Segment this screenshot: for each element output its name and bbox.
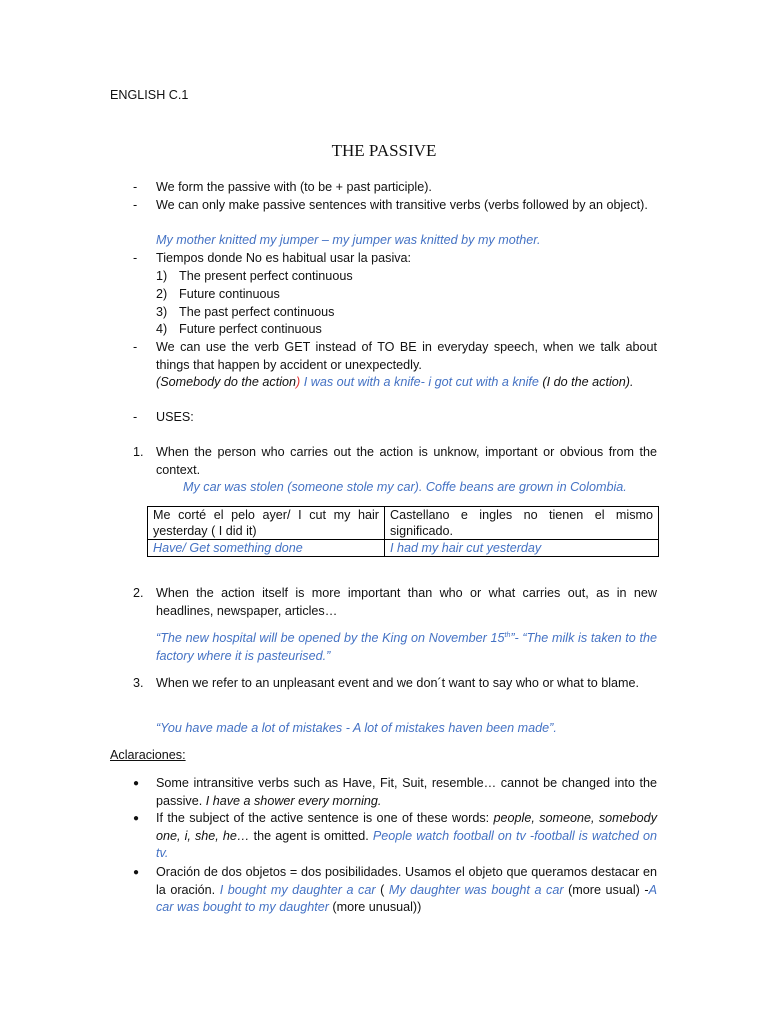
tense-number: 4) [156, 322, 168, 336]
note-text: ( [375, 882, 389, 897]
example-car-stolen: My car was stolen (someone stole my car). Coffe beans are grown in Colombia. [183, 480, 627, 494]
use-number: 2. [133, 586, 144, 600]
note-text: (more usual) - [563, 882, 649, 897]
note-example: People watch football on tv -football is watched on tv. [156, 828, 657, 861]
example-get-paren: ) [296, 375, 301, 389]
dash-marker: - [133, 410, 138, 424]
note-text: the agent is omitted. [249, 828, 373, 843]
note-two-objects [156, 864, 657, 917]
example-get-part: (I do the action). [538, 375, 634, 389]
example-get-sentence: I was out with a knife- i got cut with a knife [300, 375, 539, 389]
note-example: I have a shower every morning. [205, 793, 382, 808]
example-jumper: My mother knitted my jumper – my jumper was knitted by my mother. [156, 233, 541, 247]
table-cell: Me corté el pelo ayer/ I cut my hair yesterday ( I did it) [148, 507, 385, 540]
example-hospital-part: ”- “The milk is taken to the factory where it is pasteurised.” [156, 631, 657, 663]
note-agent-omitted [156, 810, 657, 863]
note-intransitive [156, 775, 657, 810]
dash-marker: - [133, 198, 138, 212]
use-number: 1. [133, 445, 144, 459]
dash-marker: - [133, 251, 138, 265]
uses-heading: USES: [156, 410, 194, 424]
example-hospital [156, 630, 657, 665]
note-example: My daughter was bought a car [388, 882, 564, 897]
note-example: I bought my daughter a car [219, 882, 376, 897]
bullet-marker: ● [133, 867, 140, 878]
page-title: THE PASSIVE [331, 141, 437, 160]
note-words: people, someone, somebody one, i, she, he… [156, 811, 657, 843]
bullet-marker: ● [133, 778, 140, 789]
dash-marker: - [133, 340, 138, 354]
tense-number: 1) [156, 269, 168, 283]
table-cell: Have/ Get something done [148, 540, 385, 557]
comparison-table [147, 506, 659, 557]
note-example: A car was bought to my daughter [156, 882, 657, 915]
table-cell: Castellano e ingles no tienen el mismo significado. [385, 507, 659, 540]
tense-item: The past perfect continuous [179, 305, 335, 319]
dash-marker: - [133, 180, 138, 194]
ordinal-suffix: th [504, 631, 511, 639]
example-get-part: (Somebody do the action [156, 375, 297, 389]
use-item-3: When we refer to an unpleasant event and we don´t want to say who or what to blame. [156, 676, 640, 690]
example-hospital-part: “The new hospital will be opened by the King on November 15 [156, 631, 505, 645]
intro-item-form: We form the passive with (to be + past participle). [156, 180, 432, 194]
use-item-2: When the action itself is more important than who or what carries out, as in new headlines, newspaper, articles… [156, 586, 657, 618]
example-get [156, 374, 657, 392]
tense-item: Future perfect continuous [179, 322, 322, 336]
tense-item: Future continuous [179, 287, 280, 301]
tense-number: 3) [156, 305, 168, 319]
note-text: (more unusual)) [328, 900, 422, 915]
tense-number: 2) [156, 287, 168, 301]
note-text: If the subject of the active sentence is one of these words: [156, 811, 494, 825]
intro-item-get: We can use the verb GET instead of TO BE in everyday speech, when we talk about things that happen by accident or unexpectedly. [156, 340, 657, 372]
tense-item: The present perfect continuous [179, 269, 353, 283]
note-text: Oración de dos objetos = dos posibilidades. Usamos el objeto que queramos destacar en la oración. [156, 865, 657, 897]
table-cell: I had my hair cut yesterday [385, 540, 659, 557]
notes-heading: Aclaraciones: [110, 748, 186, 762]
use-item-1: When the person who carries out the action is unknow, important or obvious from the context. [156, 445, 657, 477]
intro-item-tiempos: Tiempos donde No es habitual usar la pasiva: [156, 251, 412, 265]
course-label: ENGLISH C.1 [110, 88, 189, 102]
bullet-marker: ● [133, 813, 140, 824]
note-text: Some intransitive verbs such as Have, Fit, Suit, resemble… cannot be changed into the passive. [156, 776, 657, 808]
intro-item-transitive: We can only make passive sentences with transitive verbs (verbs followed by an object). [156, 198, 648, 212]
use-number: 3. [133, 676, 144, 690]
example-mistakes: “You have made a lot of mistakes - A lot of mistakes haven been made”. [156, 721, 557, 735]
